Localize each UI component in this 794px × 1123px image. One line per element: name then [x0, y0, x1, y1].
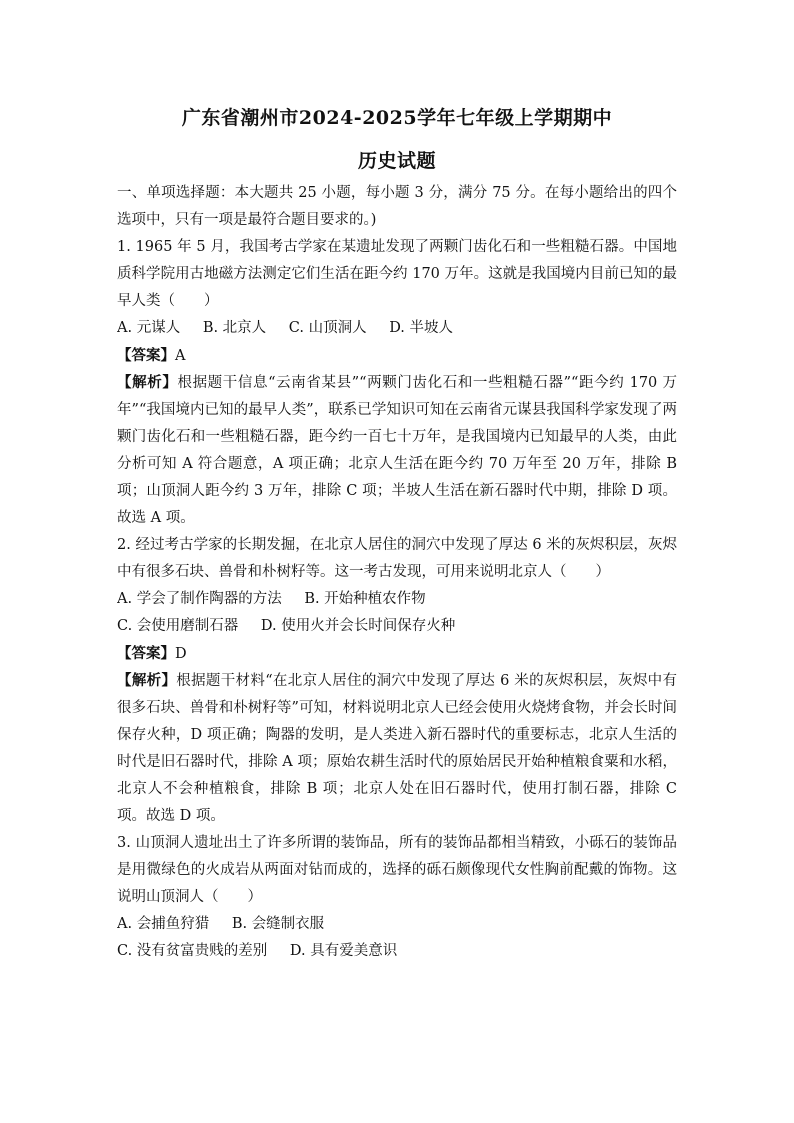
question-1 [117, 234, 677, 532]
page-subtitle: 历史试题 [357, 150, 436, 172]
question-1-answer [117, 342, 677, 369]
question-3-options-row-2 [117, 938, 677, 965]
question-1-stem: 1. 1965 年 5 月，我国考古学家在某遗址发现了两颗门齿化石和一些粗糙石器。中国地质科学院用古地磁方法测定它们生活在距今约 170 万年。这就是我国境内目前已知的最早人类（ ） [117, 239, 677, 309]
option-a: A. 学会了制作陶器的方法 [117, 591, 282, 607]
section-intro: 一、单项选择题：本大题共 25 小题，每小题 3 分，满分 75 分。在每小题给出的四个选项中，只有一项是最符合题目要求的。) [117, 185, 677, 228]
analysis-text: 根据题干信息“云南省某县”“两颗门齿化石和一些粗糙石器”“距今约 170 万年”“我国境内已知的最早人类”，联系已学知识可知在云南省元谋县我国科学家发现了两颗门齿化石和一些粗糙石器，距今约一百七十万年，是我国境内已知最早的人类，由此分析可知 A 符合题意，A 项正确；北京人生活在距今约 70 万年至 20 万年，排除 B 项；山顶洞人距今约 3 万年，排除 C 项；半坡人生活在新石器时代中期，排除 D 项。故选 A 项。 [117, 375, 677, 526]
question-2-stem: 2. 经过考古学家的长期发掘，在北京人居住的洞穴中发现了厚达 6 米的灰烬积层，灰烬中有很多石块、兽骨和朴树籽等。这一考古发现，可用来说明北京人（ ） [117, 537, 677, 580]
option-d: D. 使用火并会长时间保存火种 [260, 618, 456, 634]
question-1-analysis [117, 369, 677, 532]
analysis-text: 根据题干材料“在北京人居住的洞穴中发现了厚达 6 米的灰烬积层，灰烬中有很多石块、兽骨和朴树籽等”可知，材料说明北京人已经会使用火烧烤食物，并会长时间保存火种，D 项正确；陶器的发明，是人类进入新石器时代的重要标志，北京人生活的时代是旧石器时代，排除 A 项；原始农耕生活时代的原始居民开始种植粮食粟和水稻，北京人不会种植粮食，排除 B 项；北京人处在旧石器时代，使用打制石器，排除 C 项。故选 D 项。 [117, 673, 677, 824]
answer-value: D [175, 646, 187, 662]
answer-label: 【答案】 [117, 645, 175, 662]
question-2-analysis [117, 667, 677, 830]
question-2 [117, 532, 677, 830]
answer-value: A [175, 348, 186, 364]
option-a: A. 会捕鱼狩猎 [117, 916, 210, 932]
option-c: C. 会使用磨制石器 [117, 618, 239, 634]
option-d: D. 半坡人 [389, 320, 454, 336]
question-3-stem: 3. 山顶洞人遗址出土了许多所谓的装饰品，所有的装饰品都相当精致，小砾石的装饰品是用微绿色的火成岩从两面对钻而成的，选择的砾石颇像现代女性胸前配戴的饰物。这说明山顶洞人（ ） [117, 835, 677, 905]
analysis-label: 【解析】 [117, 374, 178, 391]
option-b: B. 北京人 [202, 320, 267, 336]
option-c: C. 山顶洞人 [288, 320, 367, 336]
option-b: B. 会缝制衣服 [231, 916, 325, 932]
analysis-label: 【解析】 [117, 672, 177, 689]
question-2-answer [117, 640, 677, 667]
option-a: A. 元谋人 [117, 320, 181, 336]
question-3-options-row-1 [117, 911, 677, 938]
question-3 [117, 830, 677, 965]
page-title: 广东省潮州市2024-2025学年七年级上学期期中 [181, 107, 613, 129]
option-b: B. 开始种植农作物 [304, 591, 426, 607]
question-2-options-row-1 [117, 586, 677, 613]
document-body [117, 180, 677, 965]
question-1-options [117, 315, 677, 342]
answer-label: 【答案】 [117, 347, 175, 364]
option-d: D. 具有爱美意识 [289, 943, 398, 959]
option-c: C. 没有贫富贵贱的差别 [117, 943, 268, 959]
question-2-options-row-2 [117, 613, 677, 640]
